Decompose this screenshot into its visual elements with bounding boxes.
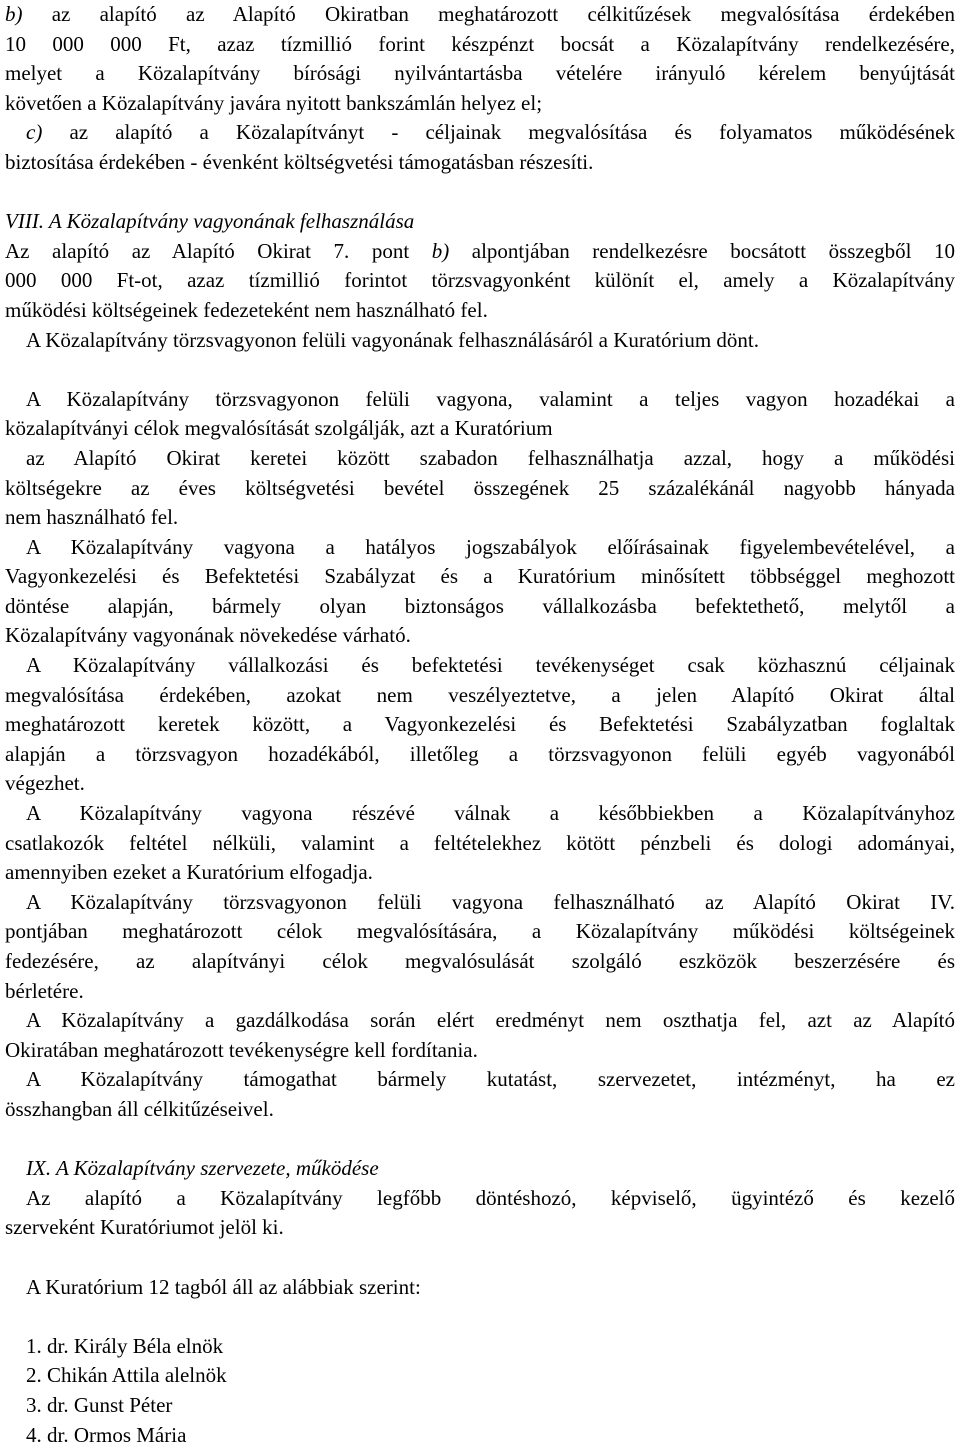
paragraph-line: pontjában meghatározott célok megvalósítására, a Közalapítvány működési költségeinek (5, 917, 955, 947)
paragraph-line: fedezésére, az alapítványi célok megvalósulását szolgáló eszközök beszerzésére és (5, 947, 955, 977)
paragraph-line: A Közalapítvány törzsvagyonon felüli vagyonának felhasználásáról a Kuratórium dönt. (5, 326, 955, 356)
section-viii-paragraph (5, 651, 955, 799)
paragraph-line: A Közalapítvány a gazdálkodása során elért eredményt nem oszthatja fel, azt az Alapító (5, 1006, 955, 1036)
section-viii-paragraph (5, 1006, 955, 1065)
section-viii-paragraph (5, 1065, 955, 1124)
paragraph-line: csatlakozók feltétel nélküli, valamint a feltételekhez kötött pénzbeli és dologi adományai, (5, 829, 955, 859)
paragraph-line: A Közalapítvány vállalkozási és befektetési tevékenységet csak közhasznú céljainak (5, 651, 955, 681)
section-heading-ix: IX. A Közalapítvány szervezete, működése (5, 1154, 955, 1184)
paragraph-line: 000 000 Ft-ot, azaz tízmillió forintot törzsvagyonként különít el, amely a Közalapítvány (5, 266, 955, 296)
paragraph-line: A Közalapítvány törzsvagyonon felüli vagyona felhasználható az Alapító Okirat IV. (5, 888, 955, 918)
paragraph-line: Közalapítvány vagyonának növekedése várható. (5, 621, 955, 651)
clause-b-line: 10 000 000 Ft, azaz tízmillió forint készpénzt bocsát a Közalapítvány rendelkezésére, (5, 30, 955, 60)
paragraph-line: alapján a törzsvagyon hozadékából, illetőleg a törzsvagyonon felüli egyéb vagyonából (5, 740, 955, 770)
paragraph-line: megvalósítása érdekében, azokat nem veszélyeztetve, a jelen Alapító Okirat által (5, 681, 955, 711)
paragraph-line: A Közalapítvány vagyona részévé válnak a későbbiekben a Közalapítványhoz (5, 799, 955, 829)
section-viii-paragraph (5, 888, 955, 1006)
paragraph-line: működési költségeinek fedezeteként nem használható fel. (5, 296, 955, 326)
section-viii-paragraph (5, 533, 955, 651)
clause-b-line: melyet a Közalapítvány bírósági nyilvántartásba vételére irányuló kérelem benyújtását (5, 59, 955, 89)
paragraph-line: amennyiben ezeket a Kuratórium elfogadja. (5, 858, 955, 888)
paragraph-line: Vagyonkezelési és Befektetési Szabályzat és a Kuratórium minősített többséggel meghozott (5, 562, 955, 592)
clause-b-line: követően a Közalapítvány javára nyitott bankszámlán helyez el; (5, 89, 955, 119)
paragraph-line: A Közalapítvány támogathat bármely kutatást, szervezetet, intézményt, ha ez (5, 1065, 955, 1095)
paragraph-line: költségekre az éves költségvetési bevétel összegének 25 százalékánál nagyobb hányada (5, 474, 955, 504)
clause-b-line: b) az alapító az Alapító Okiratban meghatározott célkitűzések megvalósítása érdekében (5, 0, 955, 30)
members-intro: A Kuratórium 12 tagból áll az alábbiak szerint: (5, 1273, 955, 1303)
paragraph-line: Okiratában meghatározott tevékenységre kell fordítania. (5, 1036, 955, 1066)
paragraph-line: A Közalapítvány törzsvagyonon felüli vagyona, valamint a teljes vagyon hozadékai a (5, 385, 955, 415)
paragraph-line: szerveként Kuratóriumot jelöl ki. (5, 1213, 955, 1243)
document-page (5, 0, 955, 1450)
clause-c (5, 118, 955, 177)
section-viii-paragraph (5, 799, 955, 888)
list-item: 1. dr. Király Béla elnök (26, 1332, 955, 1362)
paragraph-line: Az alapító a Közalapítvány legfőbb döntéshozó, képviselő, ügyintéző és kezelő (5, 1184, 955, 1214)
members-list (5, 1332, 955, 1450)
paragraph-line: összhangban áll célkitűzéseivel. (5, 1095, 955, 1125)
list-item: 4. dr. Ormos Mária (26, 1421, 955, 1450)
paragraph-line: meghatározott keretek között, a Vagyonkezelési és Befektetési Szabályzatban foglaltak (5, 710, 955, 740)
list-item: 2. Chikán Attila alelnök (26, 1361, 955, 1391)
clause-c-line: biztosítása érdekében - évenként költségvetési támogatásban részesíti. (5, 148, 955, 178)
list-item: 3. dr. Gunst Péter (26, 1391, 955, 1421)
clause-b (5, 0, 955, 118)
clause-c-line: c) az alapító a Közalapítványt - céljainak megvalósítása és folyamatos működésének (5, 118, 955, 148)
paragraph-line: bérletére. (5, 977, 955, 1007)
section-viii-paragraph (5, 385, 955, 533)
paragraph-line: az Alapító Okirat keretei között szabadon felhasználhatja azzal, hogy a működési (5, 444, 955, 474)
paragraph-line: A Közalapítvány vagyona a hatályos jogszabályok előírásainak figyelembevételével, a (5, 533, 955, 563)
section-heading-viii: VIII. A Közalapítvány vagyonának felhasználása (5, 207, 955, 237)
section-ix-intro (5, 1184, 955, 1243)
section-viii-intro (5, 237, 955, 326)
paragraph-line: döntése alapján, bármely olyan biztonságos vállalkozásba befektethető, melytől a (5, 592, 955, 622)
paragraph-line: Az alapító az Alapító Okirat 7. pont b) alpontjában rendelkezésre bocsátott összegből 10 (5, 237, 955, 267)
paragraph-line: közalapítványi célok megvalósítását szolgálják, azt a Kuratórium (5, 414, 955, 444)
paragraph-line: nem használható fel. (5, 503, 955, 533)
paragraph-line: végezhet. (5, 769, 955, 799)
